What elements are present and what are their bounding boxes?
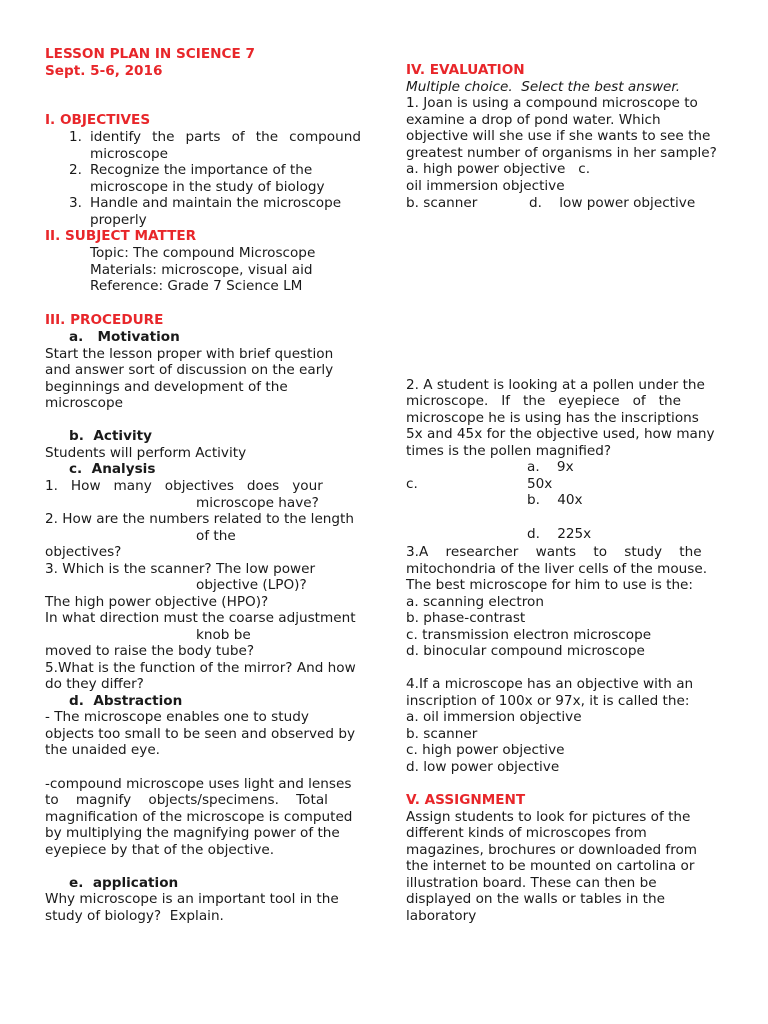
objective-text: Handle and maintain the microscope <box>90 195 342 211</box>
answer-option: c. high power objective <box>406 742 565 758</box>
application-text: Why microscope is an important tool in the <box>45 891 339 907</box>
question-text: The best microscope for him to use is the: <box>406 577 694 593</box>
analysis-heading: c. Analysis <box>69 461 156 477</box>
assignment-text: displayed on the walls or tables in the <box>406 891 665 907</box>
answer-option: a. high power objective c. <box>406 161 591 177</box>
abstraction-text: objects too small to be seen and observed by <box>45 726 356 742</box>
answer-option: b. 40x <box>527 492 583 508</box>
objective-number: 1. <box>69 129 82 145</box>
objective-text-cont: microscope in the study of biology <box>90 179 325 195</box>
topic-line: Topic: The compound Microscope <box>90 245 316 261</box>
abstraction-text: - The microscope enables one to study <box>45 709 309 725</box>
reference-line: Reference: Grade 7 Science LM <box>90 278 303 294</box>
abstraction-text: eyepiece by that of the objective. <box>45 842 275 858</box>
objective-text: identify the parts of the compound <box>90 129 361 145</box>
analysis-question: 5.What is the function of the mirror? And how <box>45 660 356 676</box>
assignment-text: the internet to be mounted on cartolina or <box>406 858 695 874</box>
application-text: study of biology? Explain. <box>45 908 224 924</box>
objective-text-cont: microscope <box>90 146 168 162</box>
question-text: greatest number of organisms in her sample? <box>406 145 717 161</box>
objective-number: 2. <box>69 162 82 178</box>
motivation-text: beginnings and development of the <box>45 379 288 395</box>
analysis-question: 3. Which is the scanner? The low power <box>45 561 316 577</box>
question-text: 4.If a microscope has an objective with an <box>406 676 694 692</box>
abstraction-text: magnification of the microscope is computed <box>45 809 353 825</box>
question-text: 5x and 45x for the objective used, how many <box>406 426 715 442</box>
assignment-text: different kinds of microscopes from <box>406 825 647 841</box>
evaluation-instruction: Multiple choice. Select the best answer. <box>406 79 681 95</box>
objectives-heading: I. OBJECTIVES <box>45 112 151 128</box>
answer-option: d. 225x <box>527 526 592 542</box>
answer-option: b. phase-contrast <box>406 610 526 626</box>
motivation-text: and answer sort of discussion on the early <box>45 362 334 378</box>
answer-option: a. scanning electron <box>406 594 544 610</box>
document-title: LESSON PLAN IN SCIENCE 7 <box>45 46 255 62</box>
evaluation-heading: IV. EVALUATION <box>406 62 525 78</box>
analysis-question-cont: objective (LPO)? <box>196 577 307 593</box>
answer-option: b. scanner <box>406 195 478 211</box>
analysis-question-cont: moved to raise the body tube? <box>45 643 255 659</box>
assignment-text: laboratory <box>406 908 477 924</box>
subject-matter-heading: II. SUBJECT MATTER <box>45 228 197 244</box>
question-text: objective will she use if she wants to see the <box>406 128 711 144</box>
objective-number: 3. <box>69 195 82 211</box>
question-text: examine a drop of pond water. Which <box>406 112 661 128</box>
motivation-text: microscope <box>45 395 123 411</box>
answer-option-label: c. <box>406 476 418 492</box>
question-text: inscription of 100x or 97x, it is called the: <box>406 693 690 709</box>
question-text: microscope he is using has the inscriptions <box>406 410 699 426</box>
application-heading: e. application <box>69 875 179 891</box>
abstraction-heading: d. Abstraction <box>69 693 183 709</box>
answer-option: a. oil immersion objective <box>406 709 582 725</box>
answer-option: d. low power objective <box>406 759 560 775</box>
abstraction-text: the unaided eye. <box>45 742 161 758</box>
question-text: 3.A researcher wants to study the <box>406 544 702 560</box>
answer-option-value: 50x <box>527 476 553 492</box>
assignment-heading: V. ASSIGNMENT <box>406 792 526 808</box>
abstraction-text: by multiplying the magnifying power of the <box>45 825 340 841</box>
analysis-question: In what direction must the coarse adjustment <box>45 610 356 626</box>
analysis-question-cont: knob be <box>196 627 251 643</box>
analysis-question-cont: do they differ? <box>45 676 144 692</box>
question-text: mitochondria of the liver cells of the mouse. <box>406 561 708 577</box>
question-text: 1. Joan is using a compound microscope to <box>406 95 698 111</box>
answer-option: d. binocular compound microscope <box>406 643 645 659</box>
procedure-heading: III. PROCEDURE <box>45 312 164 328</box>
objective-text-cont: properly <box>90 212 147 228</box>
analysis-question: 2. How are the numbers related to the length <box>45 511 354 527</box>
question-text: times is the pollen magnified? <box>406 443 612 459</box>
answer-option: a. 9x <box>527 459 574 475</box>
answer-option: d. low power objective <box>529 195 696 211</box>
objective-text: Recognize the importance of the <box>90 162 313 178</box>
assignment-text: Assign students to look for pictures of the <box>406 809 691 825</box>
activity-heading: b. Activity <box>69 428 152 444</box>
abstraction-text: -compound microscope uses light and lenses <box>45 776 352 792</box>
question-text: 2. A student is looking at a pollen under the <box>406 377 705 393</box>
analysis-question: 1. How many objectives does your <box>45 478 323 494</box>
assignment-text: magazines, brochures or downloaded from <box>406 842 698 858</box>
analysis-question-cont: The high power objective (HPO)? <box>45 594 269 610</box>
answer-option: c. transmission electron microscope <box>406 627 652 643</box>
materials-line: Materials: microscope, visual aid <box>90 262 313 278</box>
question-text: microscope. If the eyepiece of the <box>406 393 681 409</box>
analysis-question-cont: objectives? <box>45 544 122 560</box>
abstraction-text: to magnify objects/specimens. Total <box>45 792 328 808</box>
analysis-question-cont: microscope have? <box>196 495 319 511</box>
document-date: Sept. 5-6, 2016 <box>45 63 163 79</box>
assignment-text: illustration board. These can then be <box>406 875 657 891</box>
activity-text: Students will perform Activity <box>45 445 247 461</box>
motivation-heading: a. Motivation <box>69 329 180 345</box>
analysis-question-cont: of the <box>196 528 236 544</box>
motivation-text: Start the lesson proper with brief question <box>45 346 334 362</box>
answer-option: b. scanner <box>406 726 478 742</box>
answer-option: oil immersion objective <box>406 178 565 194</box>
